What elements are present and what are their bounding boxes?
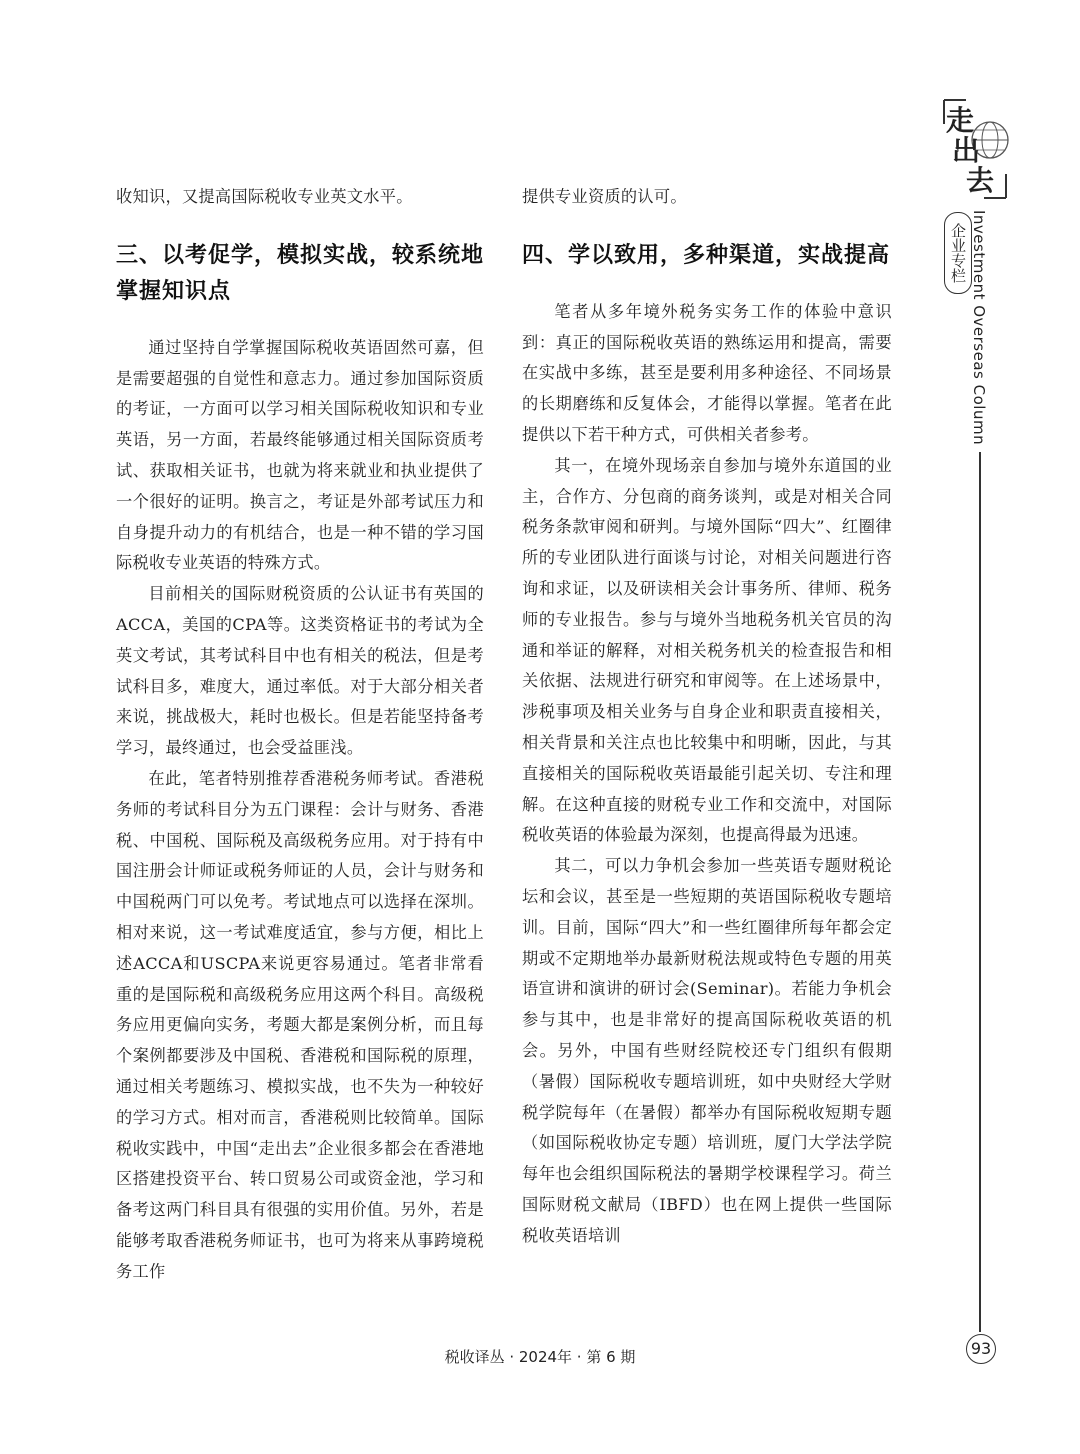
margin-divider-line bbox=[979, 452, 981, 1332]
left-paragraph: 目前相关的国际财税资质的公认证书有英国的ACCA，美国的CPA等。这类资格证书的考试为全英文考试，其考试科目中也有相关的税法，但是考试科目多，难度大，通过率低。对于大部分相关者来说，挑战极大，耗时也极长。但是若能坚持备考学习，最终通过，也会受益匪浅。 bbox=[116, 584, 484, 758]
right-paragraph: 笔者从多年境外税务实务工作的体验中意识到：真正的国际税收英语的熟练运用和提高，需要在实战中多练，甚至是要利用多种途径、不同场景的长期磨练和反复体会，才能得以掌握。笔者在此提供以下若干种方式，可供相关者参考。 bbox=[522, 301, 892, 444]
right-paragraph: 其二，可以力争机会参加一些英语专题财税论坛和会议，甚至是一些短期的英语国际税收专题培训。目前，国际“四大”和一些红圈律所每年都会定期或不定期地举办最新财税法规或特色专题的用英语宣讲和演讲的研讨会(Seminar)。若能力争机会参与其中，也是非常好的提高国际税收英语的机会。另外，中国有些财经院校还专门组织有假期（暑假）国际税收专题培训班，如中央财经大学财税学院每年（在暑假）都举办有国际税收短期专题（如国际税收协定专题）培训班，厦门大学法学院每年也会组织国际税法的暑期学校课程学习。荷兰国际财税文献局（IBFD）也在网上提供一些国际税收英语培训 bbox=[522, 856, 892, 1245]
left-paragraph: 通过坚持自学掌握国际税收英语固然可嘉，但是需要超强的自觉性和意志力。通过参加国际资质的考证，一方面可以学习相关国际税收知识和专业英语，另一方面，若最终能够通过相关国际资质考试、获取相关证书，也就为将来就业和执业提供了一个很好的证明。换言之，考证是外部考试压力和自身提升动力的有机结合，也是一种不错的学习国际税收专业英语的特殊方式。 bbox=[116, 337, 484, 573]
column-name-badge: 企业专栏 bbox=[944, 212, 972, 294]
left-column bbox=[116, 182, 484, 1288]
column-name-english: Investment Overseas Column bbox=[970, 210, 988, 446]
section-3-heading: 三、以考促学，模拟实战，较系统地掌握知识点 bbox=[116, 241, 485, 304]
page-number: 93 bbox=[966, 1334, 996, 1364]
logo-char: 去 bbox=[966, 164, 995, 197]
right-continuation-text: 提供专业资质的认可。 bbox=[522, 187, 687, 206]
section-4-heading: 四、学以致用，多种渠道，实战提高 bbox=[522, 241, 891, 268]
right-column bbox=[522, 182, 892, 1252]
left-paragraph: 在此，笔者特别推荐香港税务师考试。香港税务师的考试科目分为五门课程：会计与财务、香港税、中国税、国际税及高级税务应用。对于持有中国注册会计师证或税务师证的人员，会计与财务和中国税两门可以免考。考试地点可以选择在深圳。相对来说，这一考试难度适宜，参与方便，相比上述ACCA和USCPA来说更容易通过。笔者非常看重的是国际税和高级税务应用这两个科目。高级税务应用更偏向实务，考题大都是案例分析，而且每个案例都要涉及中国税、香港税和国际税的原理，通过相关考题练习、模拟实战，也不失为一种较好的学习方式。相对而言，香港税则比较简单。国际税收实践中，中国“走出去”企业很多都会在香港地区搭建投资平台、转口贸易公司或资金池，学习和备考这两门科目具有很强的实用价值。另外，若是能够考取香港税务师证书，也可为将来从事跨境税务工作 bbox=[116, 768, 484, 1281]
logo-char: 出 bbox=[952, 134, 981, 167]
right-paragraph: 其一，在境外现场亲自参加与境外东道国的业主，合作方、分包商的商务谈判，或是对相关合同税务条款审阅和研判。与境外国际“四大”、红圈律所的专业团队进行面谈与讨论，对相关问题进行咨询和求证，以及研读相关会计事务所、律师、税务师的专业报告。参与与境外当地税务机关官员的沟通和举证的解释，对相关税务机关的检查报告和相关依据、法规进行研究和审阅等。在上述场景中，涉税事项及相关业务与自身企业和职责直接相关，相关背景和关注点也比较集中和明晰，因此，与其直接相关的国际税收英语最能引起关切、专注和理解。在这种直接的财税专业工作和交流中，对国际税收英语的体验最为深刻，也提高得最为迅速。 bbox=[522, 455, 892, 845]
journal-issue-footer: 税收译丛 · 2024年 · 第 6 期 bbox=[444, 1348, 636, 1366]
left-continuation-text: 收知识，又提高国际税收专业英文水平。 bbox=[116, 187, 413, 206]
zouchuqu-logo bbox=[936, 94, 1014, 204]
logo-char: 走 bbox=[946, 104, 975, 137]
